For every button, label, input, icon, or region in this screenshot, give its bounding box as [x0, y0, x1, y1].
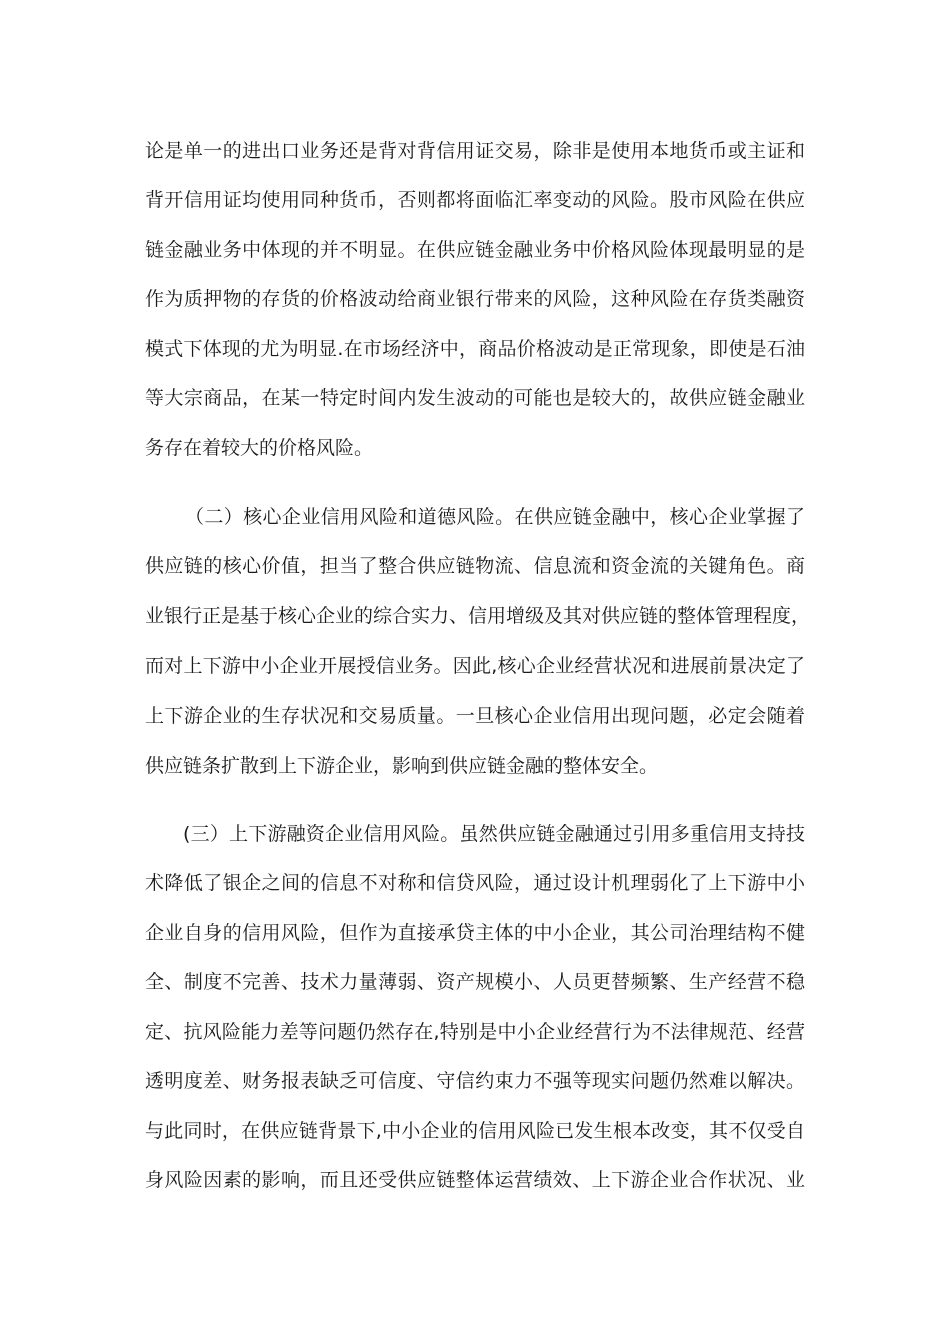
paragraph-3-line-4: 全、制度不完善、技术力量薄弱、资产规模小、人员更替频繁、生产经营不稳 [145, 971, 805, 993]
paragraph-1-line-3: 链金融业务中体现的并不明显。在供应链金融业务中价格风险体现最明显的是 [145, 239, 805, 261]
paragraph-1-line-4: 作为质押物的存货的价格波动给商业银行带来的风险，这种风险在存货类融资 [145, 288, 805, 310]
paragraph-3-line-1: (三）上下游融资企业信用风险。虽然供应链金融通过引用多重信用支持技 [183, 823, 805, 845]
paragraph-2-line-3: 业银行正是基于核心企业的综合实力、信用增级及其对供应链的整体管理程度， [145, 605, 811, 627]
paragraph-2-line-6: 供应链条扩散到上下游企业，影响到供应链金融的整体安全。 [145, 755, 659, 777]
paragraph-3-line-6: 透明度差、财务报表缺乏可信度、守信约束力不强等现实问题仍然难以解决。 [145, 1070, 805, 1092]
paragraph-3-line-3: 企业自身的信用风险，但作为直接承贷主体的中小企业，其公司治理结构不健 [145, 922, 805, 944]
paragraph-2-line-4: 而对上下游中小企业开展授信业务。因此,核心企业经营状况和进展前景决定了 [145, 655, 805, 677]
paragraph-2-line-2: 供应链的核心价值，担当了整合供应链物流、信息流和资金流的关键角色。商 [145, 555, 805, 577]
paragraph-3-line-5: 定、抗风险能力差等问题仍然存在,特别是中小企业经营行为不法律规范、经营 [145, 1021, 805, 1043]
paragraph-1-line-2: 背开信用证均使用同种货币，否则都将面临汇率变动的风险。股市风险在供应 [145, 189, 805, 211]
paragraph-3-line-8: 身风险因素的影响，而且还受供应链整体运营绩效、上下游企业合作状况、业 [145, 1169, 805, 1191]
paragraph-1-line-5: 模式下体现的尤为明显.在市场经济中，商品价格波动是正常现象，即使是石油 [145, 338, 805, 360]
paragraph-2-line-1: （二）核心企业信用风险和道德风险。在供应链金融中，核心企业掌握了 [185, 506, 805, 528]
paragraph-1-line-7: 务存在着较大的价格风险。 [145, 437, 374, 459]
paragraph-1-line-1: 论是单一的进出口业务还是背对背信用证交易，除非是使用本地货币或主证和 [145, 140, 805, 162]
paragraph-1-line-6: 等大宗商品，在某一特定时间内发生波动的可能也是较大的，故供应链金融业 [145, 387, 805, 409]
paragraph-2-line-5: 上下游企业的生存状况和交易质量。一旦核心企业信用出现问题，必定会随着 [145, 705, 805, 727]
paragraph-3-line-2: 术降低了银企之间的信息不对称和信贷风险，通过设计机理弱化了上下游中小 [145, 872, 805, 894]
paragraph-3-line-7: 与此同时，在供应链背景下,中小企业的信用风险已发生根本改变，其不仅受自 [145, 1120, 805, 1142]
